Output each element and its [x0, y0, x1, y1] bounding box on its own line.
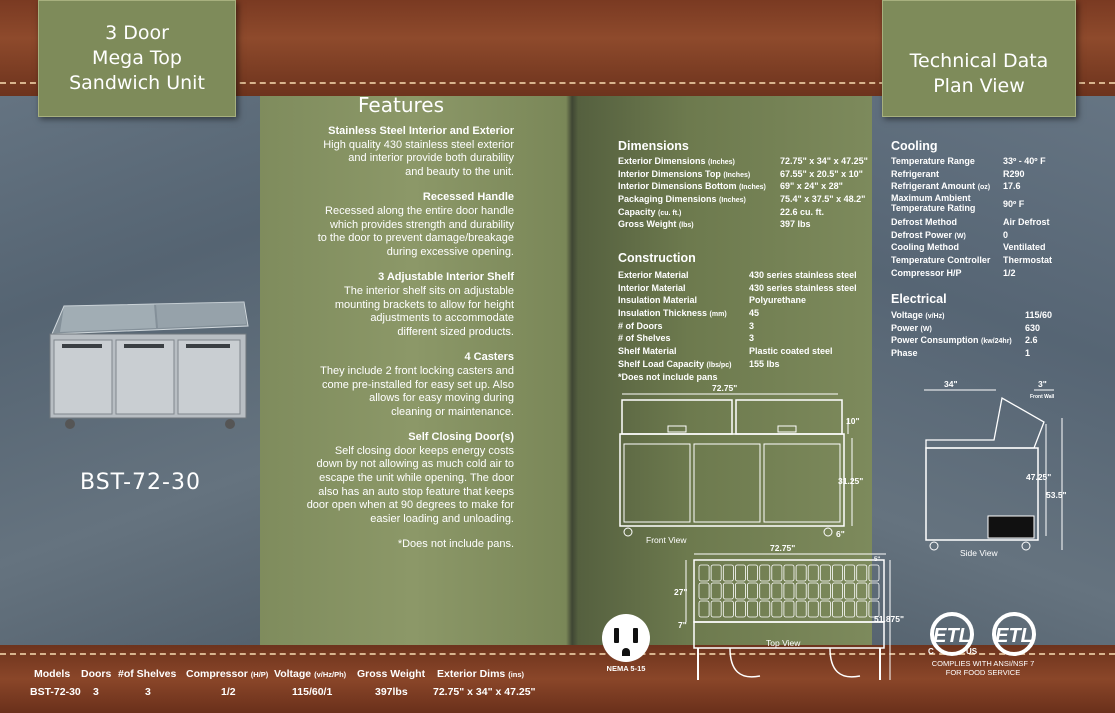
feature-text: come pre-installed for easy set up. Also [322, 378, 514, 391]
feature-text: down by not allowing as much cold air to [316, 458, 514, 471]
spec-row: Maximum Ambient Temperature Rating 90º F [891, 193, 1025, 213]
pan-slot [760, 601, 770, 617]
table-header: Voltage (v/Hz/Ph) [274, 668, 347, 680]
pan-slot [869, 583, 879, 599]
feature-text: High quality 430 stainless steel exterior [323, 138, 514, 151]
spec-row: Interior Dimensions Bottom (Inches) 69" x 24" x 28" [618, 181, 843, 192]
pan-slot [784, 565, 794, 581]
pan-slot [772, 565, 782, 581]
pan-slot [723, 601, 733, 617]
spec-row: Compressor H/P 1/2 [891, 267, 1016, 278]
pan-slot [845, 601, 855, 617]
feature-heading: 4 Casters [464, 351, 514, 364]
svg-text:Side View: Side View [960, 548, 998, 558]
feature-text: allows for easy moving during [369, 392, 514, 405]
pan-slot [711, 601, 721, 617]
svg-text:Front Wall: Front Wall [1030, 394, 1055, 400]
svg-text:27": 27" [674, 587, 688, 597]
pan-slot [723, 583, 733, 599]
pan-slot [784, 601, 794, 617]
pan-slot [699, 583, 709, 599]
pan-slot [820, 565, 830, 581]
title-line: Sandwich Unit [69, 72, 205, 94]
spec-row: Refrigerant Amount (oz) 17.6 [891, 181, 1021, 192]
feature-text: Recessed along the entire door handle [325, 204, 514, 217]
pan-slot [796, 565, 806, 581]
construction-table [618, 270, 868, 384]
table-cell: 72.75" x 34" x 47.25" [433, 686, 536, 698]
spec-row: Gross Weight (lbs) 397 lbs [618, 219, 811, 230]
pan-slot [796, 583, 806, 599]
pan-slot [735, 583, 745, 599]
feature-text: Self closing door keeps energy costs [334, 444, 514, 457]
pan-slot [845, 565, 855, 581]
spec-row: Packaging Dimensions (Inches) 75.4" x 37.5" x 48.2" [618, 194, 866, 205]
spec-row: Insulation Material Polyurethane [618, 295, 807, 306]
spec-row: Defrost Method Air Defrost [891, 217, 1050, 228]
cooling-title: Cooling [891, 139, 938, 153]
spec-row: Interior Dimensions Top (Inches) 67.55" x 20.5" x 10" [618, 168, 863, 179]
pan-slot [711, 565, 721, 581]
table-cell: 397lbs [375, 686, 408, 698]
svg-text:6": 6" [836, 529, 845, 539]
spec-row: Exterior Dimensions (Inches) 72.75" x 34" x 47.25" [618, 156, 868, 166]
pan-slot [833, 601, 843, 617]
pan-slot [772, 601, 782, 617]
spec-row: Power (W) 630 [891, 322, 1041, 333]
table-header: Compressor (H/P) [186, 668, 269, 680]
pan-slot [735, 565, 745, 581]
spec-row: Cooling Method Ventilated [891, 242, 1046, 253]
technical-data-tag [882, 0, 1076, 117]
etl-certification-icon [926, 608, 1046, 662]
electrical-title: Electrical [891, 292, 947, 306]
pan-slot [699, 601, 709, 617]
pans-note: *Does not include pans. [397, 538, 514, 551]
top-view-drawing [660, 542, 905, 682]
pan-slot [869, 565, 879, 581]
feature-heading: Self Closing Door(s) [408, 431, 514, 444]
feature-text: and beauty to the unit. [405, 165, 514, 178]
feature-text: adjustments to accommodate [370, 312, 514, 325]
table-cell: 3 [145, 686, 151, 698]
spec-row: Defrost Power (W) 0 [891, 229, 1009, 240]
etl-caption: COMPLIES WITH ANSI/NSF 7 FOR FOOD SERVICE [931, 659, 1035, 677]
pan-slot [808, 601, 818, 617]
feature-text: also has an auto stop feature that keeps [318, 485, 514, 498]
table-cell: 1/2 [221, 686, 236, 698]
pan-grid [699, 565, 879, 617]
spec-row: Temperature Controller Thermostat [891, 255, 1053, 266]
spec-row: Interior Material 430 series stainless steel [618, 282, 857, 293]
features-title: Features [358, 93, 444, 117]
feature-text: cleaning or maintenance. [391, 405, 514, 418]
spec-row: Voltage (v/Hz) 115/60 [891, 310, 1053, 320]
svg-text:72.75": 72.75" [712, 383, 738, 393]
construction-title: Construction [618, 251, 696, 265]
svg-text:51.875": 51.875" [874, 614, 905, 624]
pan-slot [735, 601, 745, 617]
spec-row: Refrigerant R290 [891, 168, 1025, 179]
feature-text: which provides strength and durability [329, 218, 514, 231]
table-cell: 115/60/1 [292, 686, 333, 698]
side-view-drawing [912, 378, 1072, 563]
pan-slot [748, 565, 758, 581]
spec-row: Power Consumption (kw/24hr) 2.6 [891, 335, 1038, 346]
nema-plug-icon [600, 612, 652, 664]
title-line: 3 Door [105, 22, 169, 44]
pan-slot [820, 583, 830, 599]
product-image [44, 296, 250, 432]
table-header: #of Shelves [118, 668, 177, 680]
table-header: Models [34, 668, 71, 680]
svg-text:31.25": 31.25" [838, 476, 864, 486]
svg-text:10": 10" [846, 416, 860, 426]
feature-text: mounting brackets to allow for height [334, 298, 514, 311]
feature-text: door open when at 90 degrees to make for [306, 499, 514, 512]
title-line: Mega Top [92, 47, 182, 69]
dimensions-title: Dimensions [618, 139, 689, 153]
spec-row: Exterior Material 430 series stainless steel [618, 270, 857, 280]
pan-slot [784, 583, 794, 599]
pan-slot [833, 565, 843, 581]
pan-slot [808, 583, 818, 599]
model-label: BST-72-30 [80, 470, 201, 495]
pan-slot [833, 583, 843, 599]
spec-row: Capacity (cu. ft.) 22.6 cu. ft. [618, 206, 825, 217]
feature-heading: 3 Adjustable Interior Shelf [378, 271, 514, 284]
pan-slot [845, 583, 855, 599]
pan-slot [748, 601, 758, 617]
spec-row: # of Shelves 3 [618, 333, 755, 344]
pan-slot [723, 565, 733, 581]
spec-row: Phase 1 [891, 348, 1031, 359]
spec-row: # of Doors 3 [618, 320, 755, 331]
pan-slot [808, 565, 818, 581]
cooling-table [891, 156, 1101, 281]
pan-slot [857, 583, 867, 599]
svg-text:5": 5" [874, 557, 881, 563]
pan-slot [711, 583, 721, 599]
svg-text:US: US [966, 647, 978, 656]
title-line: Plan View [933, 75, 1025, 97]
svg-text:C: C [928, 647, 934, 656]
feature-text: to the door to prevent damage/breakage [317, 232, 514, 245]
feature-heading: Stainless Steel Interior and Exterior [328, 125, 514, 137]
feature-text: They include 2 front locking casters and [320, 364, 514, 377]
feature-heading: Recessed Handle [422, 191, 514, 204]
feature-text: during excessive opening. [386, 245, 514, 258]
features-list [270, 125, 514, 552]
svg-text:Top View: Top View [766, 638, 801, 648]
svg-text:53.5": 53.5" [1046, 490, 1067, 500]
front-view-drawing [612, 382, 872, 552]
spec-row: Shelf Material Plastic coated steel [618, 346, 833, 357]
spec-row: Insulation Thickness (mm) 45 [618, 308, 760, 319]
svg-text:ETL: ETL [995, 625, 1033, 647]
pans-note: *Does not include pans [618, 371, 718, 382]
nema-label: NEMA 5-15 [606, 664, 646, 673]
table-cell: 3 [93, 686, 99, 698]
spec-row: Shelf Load Capacity (lbs/pc) 155 lbs [618, 358, 780, 369]
electrical-table [891, 310, 1101, 361]
spec-row: Temperature Range 33º - 40º F [891, 156, 1046, 166]
table-header: Gross Weight [357, 668, 426, 680]
svg-text:34": 34" [944, 379, 958, 389]
pan-slot [699, 565, 709, 581]
svg-text:72.75": 72.75" [770, 543, 796, 553]
svg-text:7": 7" [678, 620, 687, 630]
feature-text: and interior provide both durability [348, 152, 514, 165]
svg-text:3": 3" [1038, 379, 1047, 389]
pan-slot [857, 601, 867, 617]
pan-slot [748, 583, 758, 599]
dimensions-table [618, 156, 868, 232]
feature-text: The interior shelf sits on adjustable [344, 284, 514, 297]
table-cell: BST-72-30 [30, 686, 81, 698]
feature-text: easier loading and unloading. [370, 512, 514, 525]
pan-slot [796, 601, 806, 617]
pan-slot [760, 565, 770, 581]
svg-text:ETL: ETL [933, 625, 971, 647]
feature-text: different sized products. [397, 325, 514, 338]
title-line: Technical Data [909, 50, 1049, 72]
pan-slot [760, 583, 770, 599]
table-header: Exterior Dims (ins) [437, 668, 525, 680]
pan-slot [857, 565, 867, 581]
pan-slot [772, 583, 782, 599]
svg-text:47.25": 47.25" [1026, 472, 1052, 482]
feature-text: escape the unit while opening. The door [319, 472, 514, 485]
product-title-tag [38, 0, 236, 117]
table-header: Doors [81, 668, 112, 680]
pan-slot [820, 601, 830, 617]
svg-text:Front View: Front View [646, 535, 687, 545]
